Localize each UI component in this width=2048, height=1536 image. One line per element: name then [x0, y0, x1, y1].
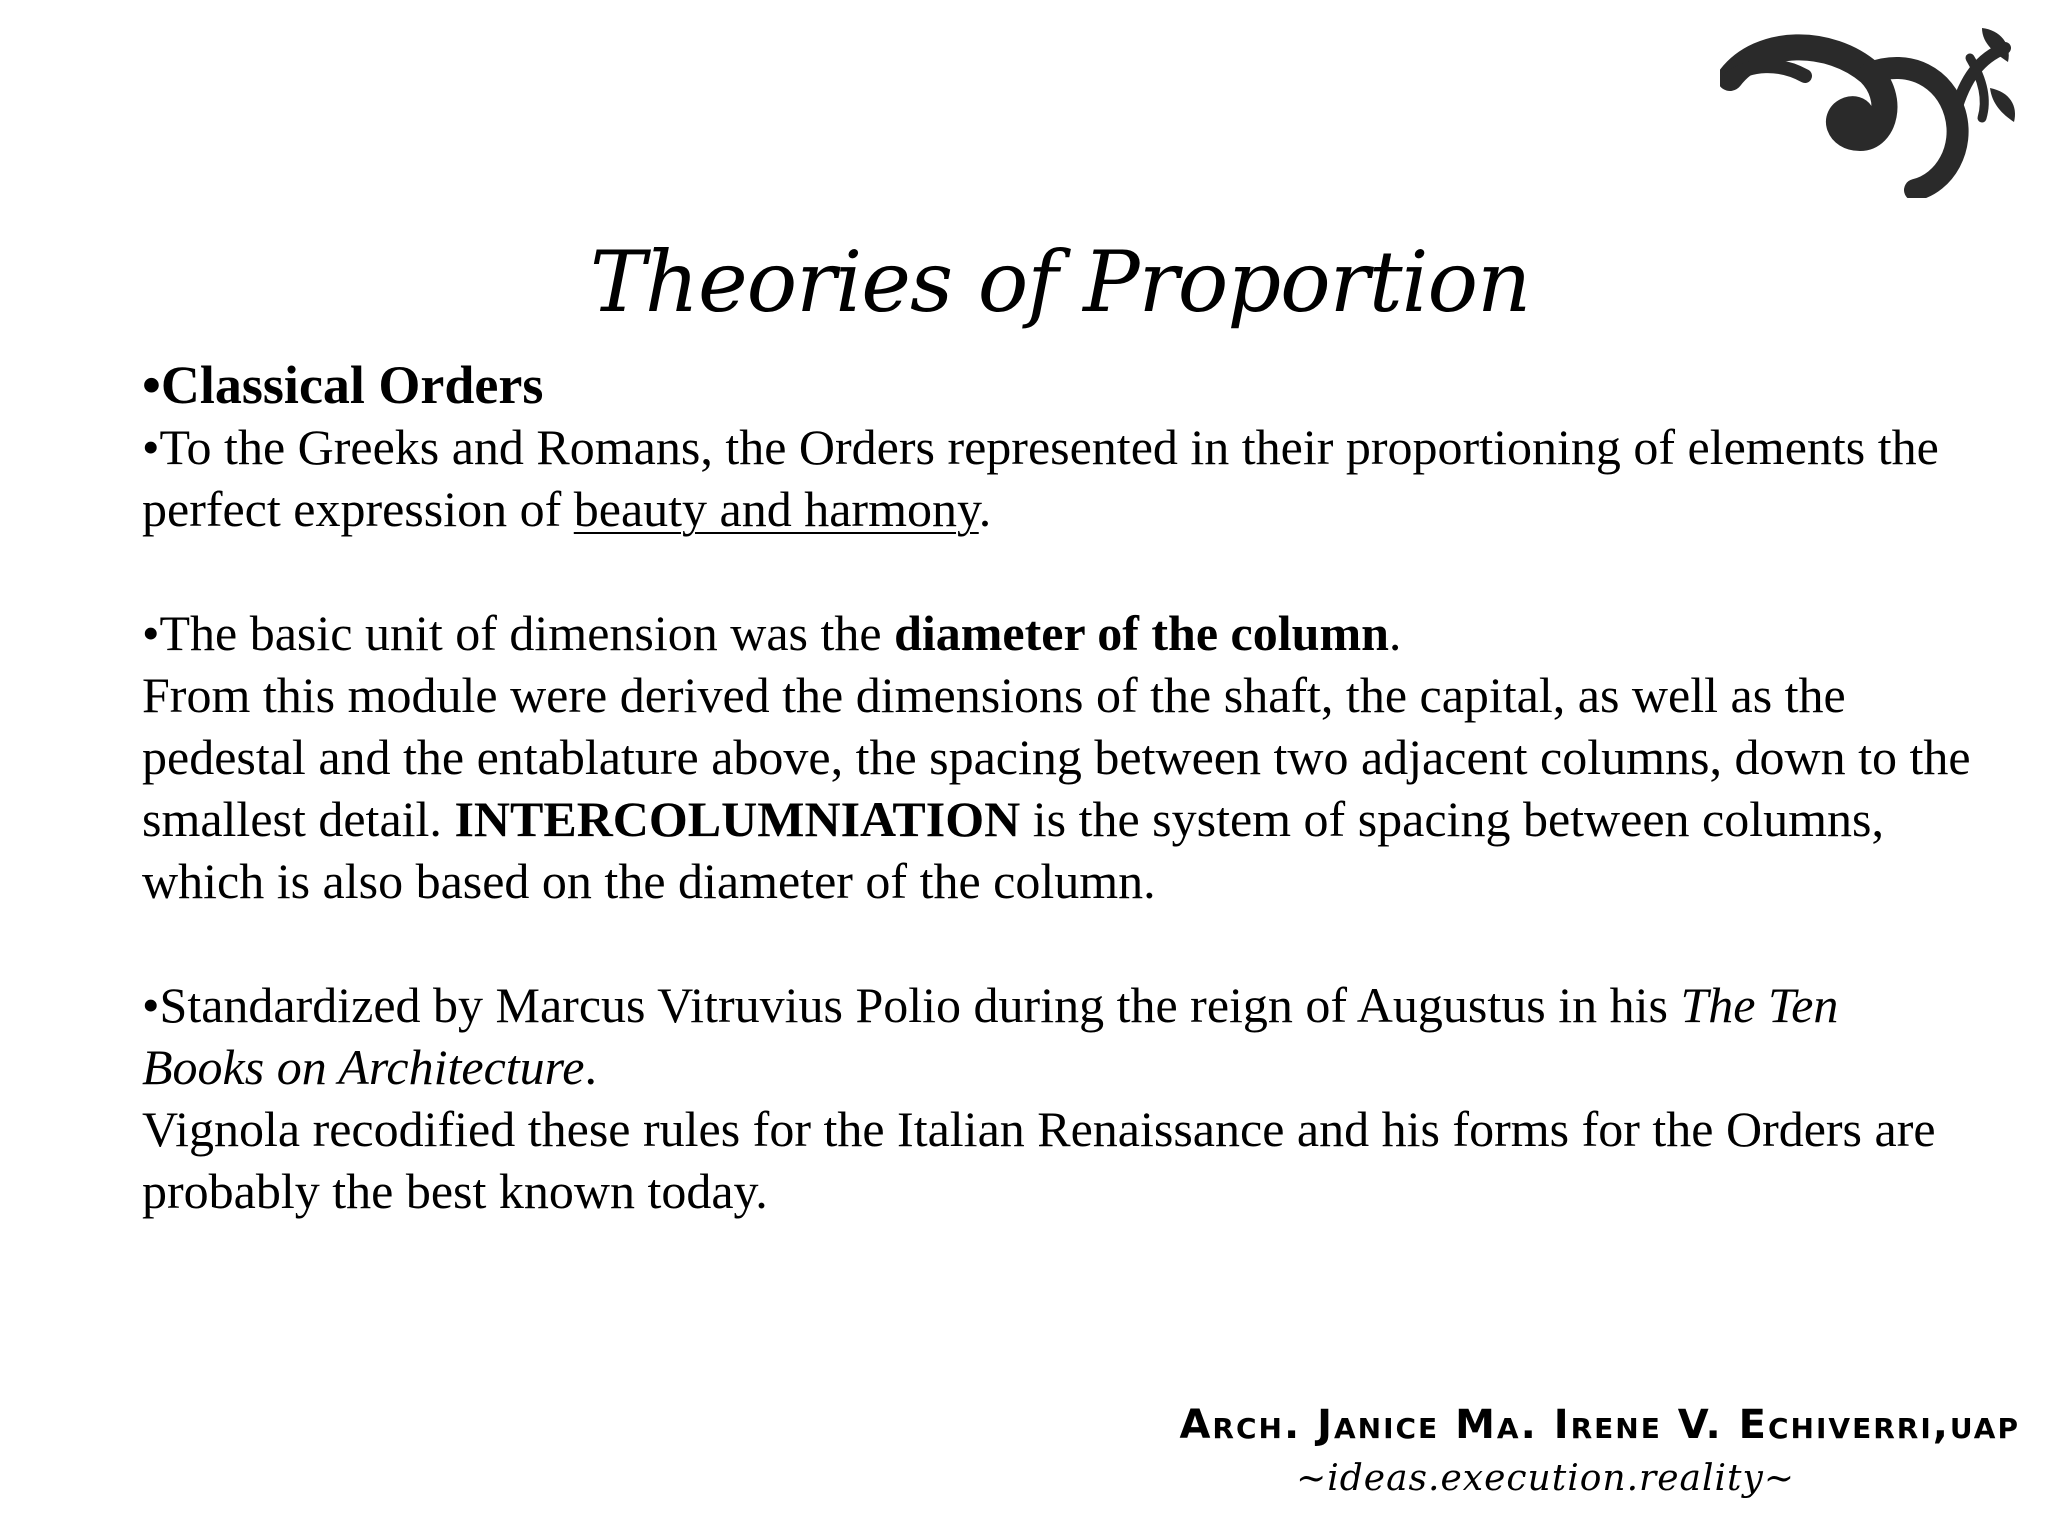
spacer — [142, 540, 1972, 602]
heading-classical-orders: •Classical Orders — [142, 355, 544, 415]
paragraph-text: . — [584, 1039, 597, 1095]
paragraph-text: •The basic unit of dimension was the — [142, 605, 895, 661]
underlined-phrase: beauty and harmony — [573, 481, 979, 537]
bold-phrase: diameter of the column — [894, 605, 1389, 661]
flourish-ornament-icon — [1720, 18, 2020, 198]
spacer — [142, 912, 1972, 974]
paragraph-basic-unit — [142, 602, 1972, 664]
paragraph-text: From this module were derived the dimensions of the shaft, the capital, as well as the pedestal and the entablature above, the spacing between two adjacent columns, down to the smallest detail. — [142, 667, 1971, 847]
paragraph-module — [142, 664, 1972, 912]
bold-term: INTERCOLUMNIATION — [454, 791, 1021, 847]
paragraph-text: •Standardized by Marcus Vitruvius Polio during the reign of Augustus in his — [142, 977, 1681, 1033]
paragraph-greeks-romans — [142, 416, 1972, 540]
book-title: The Ten Books on Architecture — [142, 977, 1839, 1095]
paragraph-text: •To the Greeks and Romans, the Orders represented in their proportioning of elements the perfect expression of — [142, 419, 1939, 537]
paragraph-text: . — [978, 481, 992, 537]
author-name: Arch. Janice Ma. Irene V. Echiverri,uap — [1179, 1402, 2020, 1448]
slide-title: Theories of Proportion — [589, 233, 1531, 331]
author-tagline: ~ideas.execution.reality~ — [1296, 1458, 1795, 1499]
paragraph-vignola: Vignola recodified these rules for the Italian Renaissance and his forms for the Orders are probably the best known today. — [142, 1101, 1936, 1219]
paragraph-text: is the system of spacing between columns, which is also based on the diameter of the column. — [142, 791, 1884, 909]
paragraph-text: . — [1388, 605, 1402, 661]
slide-body — [142, 354, 1972, 1222]
paragraph-vitruvius — [142, 974, 1972, 1098]
